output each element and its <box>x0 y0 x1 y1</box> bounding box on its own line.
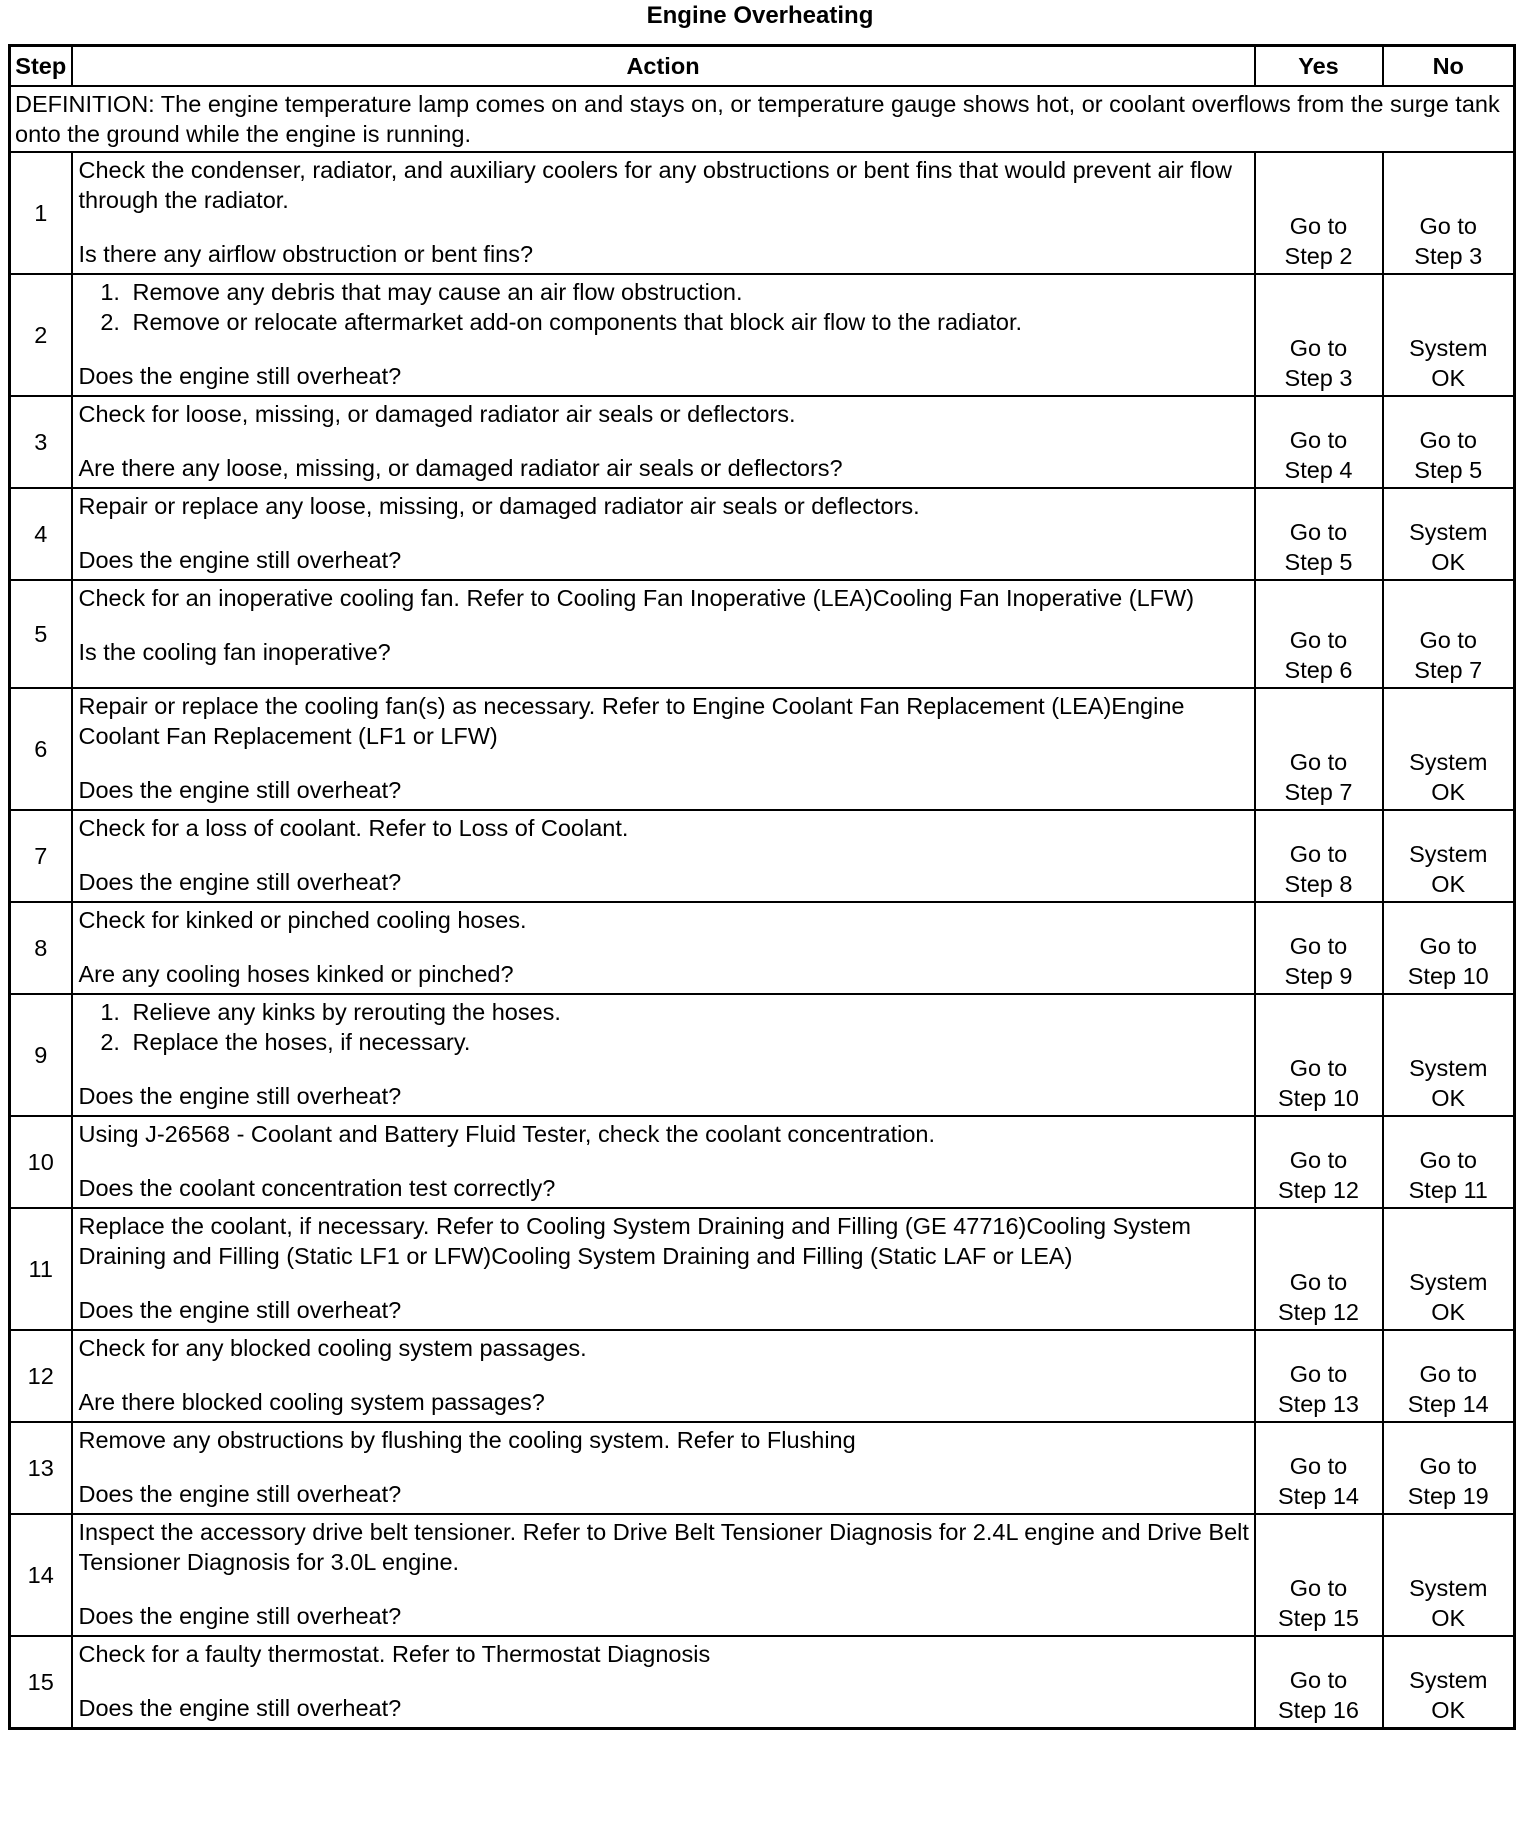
header-yes: Yes <box>1255 46 1383 87</box>
action-question: Does the engine still overheat? <box>78 1603 402 1629</box>
table-row <box>10 152 1515 274</box>
step-number: 5 <box>10 580 72 688</box>
no-result <box>1383 488 1515 580</box>
no-result <box>1383 580 1515 688</box>
yes-result-line: Step 9 <box>1284 963 1353 989</box>
yes-result-line: Go to <box>1289 933 1348 959</box>
action-list-item: 2. Replace the hoses, if necessary. <box>127 1027 1250 1057</box>
table-row <box>10 1208 1515 1330</box>
no-result <box>1383 396 1515 488</box>
step-number: 2 <box>10 274 72 396</box>
action-text: Check for a faulty thermostat. Refer to Thermostat Diagnosis <box>78 1641 711 1667</box>
action-question: Does the engine still overheat? <box>78 363 402 389</box>
table-row <box>10 688 1515 810</box>
no-result-line: Go to <box>1419 1453 1477 1479</box>
table-row <box>10 274 1515 396</box>
no-result-line: Step 14 <box>1407 1391 1489 1417</box>
step-number: 10 <box>10 1116 72 1208</box>
no-result-line: System <box>1409 841 1488 867</box>
no-result-line: System <box>1409 1055 1488 1081</box>
header-row <box>10 46 1515 87</box>
no-result-line: Step 5 <box>1414 457 1483 483</box>
yes-result <box>1255 488 1383 580</box>
step-number: 11 <box>10 1208 72 1330</box>
no-result-line: OK <box>1431 549 1466 575</box>
action-question: Does the engine still overheat? <box>78 777 402 803</box>
action-question: Are there any loose, missing, or damaged radiator air seals or deflectors? <box>78 455 843 481</box>
action-question: Does the engine still overheat? <box>78 1481 402 1507</box>
action-question: Is there any airflow obstruction or bent fins? <box>78 241 534 267</box>
yes-result <box>1255 810 1383 902</box>
diagnostic-table <box>8 44 1516 1730</box>
yes-result-line: Go to <box>1289 749 1348 775</box>
action-text: Remove any obstructions by flushing the cooling system. Refer to Flushing <box>78 1427 856 1453</box>
table-row <box>10 580 1515 688</box>
action-question: Does the engine still overheat? <box>78 1695 402 1721</box>
step-number: 6 <box>10 688 72 810</box>
no-result <box>1383 994 1515 1116</box>
step-number: 14 <box>10 1514 72 1636</box>
yes-result-line: Go to <box>1289 1361 1348 1387</box>
yes-result-line: Go to <box>1289 335 1348 361</box>
yes-result-line: Step 4 <box>1284 457 1353 483</box>
no-result-line: OK <box>1431 871 1466 897</box>
yes-result-line: Go to <box>1289 1269 1348 1295</box>
no-result-line: Step 11 <box>1408 1177 1488 1203</box>
no-result-line: OK <box>1431 1697 1466 1723</box>
action-question: Are there blocked cooling system passages? <box>78 1389 545 1415</box>
header-no: No <box>1383 46 1515 87</box>
action-question: Does the coolant concentration test correctly? <box>78 1175 556 1201</box>
definition-row <box>10 86 1515 152</box>
no-result-line: System <box>1409 1667 1488 1693</box>
yes-result <box>1255 152 1383 274</box>
definition-text: DEFINITION: The engine temperature lamp comes on and stays on, or temperature gauge shows hot, or coolant overflows from the surge tank onto the ground while the engine is running. <box>10 86 1515 152</box>
yes-result <box>1255 1636 1383 1729</box>
no-result <box>1383 1514 1515 1636</box>
action-text: Check for any blocked cooling system passages. <box>78 1335 587 1361</box>
action-cell <box>72 152 1255 274</box>
table-row <box>10 1514 1515 1636</box>
table-row <box>10 488 1515 580</box>
no-result <box>1383 1208 1515 1330</box>
action-text: Check for a loss of coolant. Refer to Loss of Coolant. <box>78 815 629 841</box>
action-cell <box>72 1514 1255 1636</box>
no-result-line: Step 10 <box>1407 963 1489 989</box>
yes-result <box>1255 1330 1383 1422</box>
yes-result-line: Step 16 <box>1277 1697 1359 1723</box>
action-text: Check for loose, missing, or damaged radiator air seals or deflectors. <box>78 401 796 427</box>
header-action: Action <box>72 46 1255 87</box>
no-result-line: System <box>1409 749 1488 775</box>
no-result-line: Go to <box>1419 1147 1477 1173</box>
step-number: 8 <box>10 902 72 994</box>
yes-result-line: Step 5 <box>1284 549 1353 575</box>
action-text: Replace the coolant, if necessary. Refer to Cooling System Draining and Filling (GE 47716)Cooling System Draining and Filling (Static LF1 or LFW)Cooling System Draining and Filling (Static LAF or LEA) <box>78 1213 1191 1269</box>
action-list <box>79 997 1250 1057</box>
step-number: 13 <box>10 1422 72 1514</box>
no-result <box>1383 810 1515 902</box>
action-text: Repair or replace any loose, missing, or damaged radiator air seals or deflectors. <box>78 493 920 519</box>
yes-result <box>1255 1514 1383 1636</box>
no-result-line: OK <box>1431 779 1466 805</box>
action-cell <box>72 688 1255 810</box>
no-result-line: System <box>1409 1269 1488 1295</box>
table-row <box>10 396 1515 488</box>
no-result <box>1383 152 1515 274</box>
action-cell <box>72 1330 1255 1422</box>
header-step: Step <box>10 46 72 87</box>
table-row <box>10 1330 1515 1422</box>
yes-result-line: Step 2 <box>1284 243 1353 269</box>
action-cell <box>72 580 1255 688</box>
action-question: Does the engine still overheat? <box>78 547 402 573</box>
yes-result-line: Go to <box>1289 1147 1348 1173</box>
step-number: 4 <box>10 488 72 580</box>
action-list-item: 1. Remove any debris that may cause an air flow obstruction. <box>127 277 1250 307</box>
yes-result-line: Step 10 <box>1277 1085 1359 1111</box>
yes-result <box>1255 580 1383 688</box>
action-cell <box>72 1208 1255 1330</box>
yes-result-line: Step 3 <box>1284 365 1353 391</box>
table-row <box>10 1636 1515 1729</box>
yes-result-line: Go to <box>1289 841 1348 867</box>
yes-result-line: Step 6 <box>1284 657 1353 683</box>
no-result <box>1383 1116 1515 1208</box>
table-row <box>10 1422 1515 1514</box>
no-result <box>1383 1636 1515 1729</box>
step-number: 12 <box>10 1330 72 1422</box>
action-question: Does the engine still overheat? <box>78 1297 402 1323</box>
action-text: Check for an inoperative cooling fan. Refer to Cooling Fan Inoperative (LEA)Cooling Fan Inoperative (LFW) <box>78 585 1195 611</box>
yes-result-line: Go to <box>1289 427 1348 453</box>
action-list-item: 2. Remove or relocate aftermarket add-on components that block air flow to the radiator. <box>127 307 1250 337</box>
yes-result-line: Step 15 <box>1277 1605 1359 1631</box>
no-result-line: Go to <box>1419 627 1477 653</box>
no-result <box>1383 274 1515 396</box>
step-number: 3 <box>10 396 72 488</box>
action-question: Does the engine still overheat? <box>78 1083 402 1109</box>
action-cell <box>72 810 1255 902</box>
no-result-line: System <box>1409 335 1488 361</box>
yes-result-line: Go to <box>1289 213 1348 239</box>
yes-result-line: Go to <box>1289 1575 1348 1601</box>
yes-result <box>1255 396 1383 488</box>
yes-result-line: Go to <box>1289 519 1348 545</box>
no-result-line: Step 3 <box>1414 243 1483 269</box>
yes-result-line: Step 8 <box>1284 871 1353 897</box>
no-result-line: Step 7 <box>1414 657 1483 683</box>
yes-result-line: Step 12 <box>1277 1177 1359 1203</box>
no-result-line: OK <box>1431 1605 1466 1631</box>
yes-result-line: Step 7 <box>1284 779 1353 805</box>
action-list <box>79 277 1250 337</box>
action-cell <box>72 1422 1255 1514</box>
no-result-line: Go to <box>1419 213 1477 239</box>
no-result <box>1383 902 1515 994</box>
no-result-line: System <box>1409 1575 1488 1601</box>
yes-result-line: Go to <box>1289 627 1348 653</box>
no-result <box>1383 1330 1515 1422</box>
table-row <box>10 902 1515 994</box>
yes-result <box>1255 274 1383 396</box>
step-number: 7 <box>10 810 72 902</box>
action-question: Are any cooling hoses kinked or pinched? <box>78 961 514 987</box>
no-result <box>1383 688 1515 810</box>
action-text: Check for kinked or pinched cooling hoses. <box>78 907 527 933</box>
action-text: Check the condenser, radiator, and auxiliary coolers for any obstructions or bent fins that would prevent air flow through the radiator. <box>78 157 1232 213</box>
action-cell <box>72 396 1255 488</box>
yes-result-line: Step 14 <box>1277 1483 1359 1509</box>
yes-result <box>1255 688 1383 810</box>
action-cell <box>72 902 1255 994</box>
step-number: 15 <box>10 1636 72 1729</box>
yes-result <box>1255 1422 1383 1514</box>
action-text: Repair or replace the cooling fan(s) as necessary. Refer to Engine Coolant Fan Replacement (LEA)Engine Coolant Fan Replacement (LF1 or LFW) <box>78 693 1185 749</box>
no-result <box>1383 1422 1515 1514</box>
action-text: Using J-26568 - Coolant and Battery Fluid Tester, check the coolant concentration. <box>78 1121 935 1147</box>
yes-result-line: Step 13 <box>1277 1391 1359 1417</box>
step-number: 1 <box>10 152 72 274</box>
table-row <box>10 1116 1515 1208</box>
yes-result <box>1255 1208 1383 1330</box>
table-row <box>10 810 1515 902</box>
yes-result-line: Step 12 <box>1277 1299 1359 1325</box>
action-text: Inspect the accessory drive belt tensioner. Refer to Drive Belt Tensioner Diagnosis for 2.4L engine and Drive Belt Tensioner Diagnosis for 3.0L engine. <box>78 1519 1249 1575</box>
action-cell <box>72 994 1255 1116</box>
yes-result-line: Go to <box>1289 1055 1348 1081</box>
action-cell <box>72 488 1255 580</box>
no-result-line: Go to <box>1419 427 1477 453</box>
step-number: 9 <box>10 994 72 1116</box>
no-result-line: System <box>1409 519 1488 545</box>
no-result-line: Step 19 <box>1407 1483 1489 1509</box>
no-result-line: Go to <box>1419 933 1477 959</box>
action-list-item: 1. Relieve any kinks by rerouting the hoses. <box>127 997 1250 1027</box>
no-result-line: OK <box>1431 1299 1466 1325</box>
action-cell <box>72 1636 1255 1729</box>
action-cell <box>72 1116 1255 1208</box>
yes-result <box>1255 994 1383 1116</box>
action-question: Is the cooling fan inoperative? <box>78 639 391 665</box>
page-title: Engine Overheating <box>646 2 874 29</box>
yes-result <box>1255 902 1383 994</box>
yes-result <box>1255 1116 1383 1208</box>
table-row <box>10 994 1515 1116</box>
action-question: Does the engine still overheat? <box>78 869 402 895</box>
action-cell <box>72 274 1255 396</box>
yes-result-line: Go to <box>1289 1667 1348 1693</box>
no-result-line: OK <box>1431 365 1466 391</box>
no-result-line: OK <box>1431 1085 1466 1111</box>
yes-result-line: Go to <box>1289 1453 1348 1479</box>
no-result-line: Go to <box>1419 1361 1477 1387</box>
